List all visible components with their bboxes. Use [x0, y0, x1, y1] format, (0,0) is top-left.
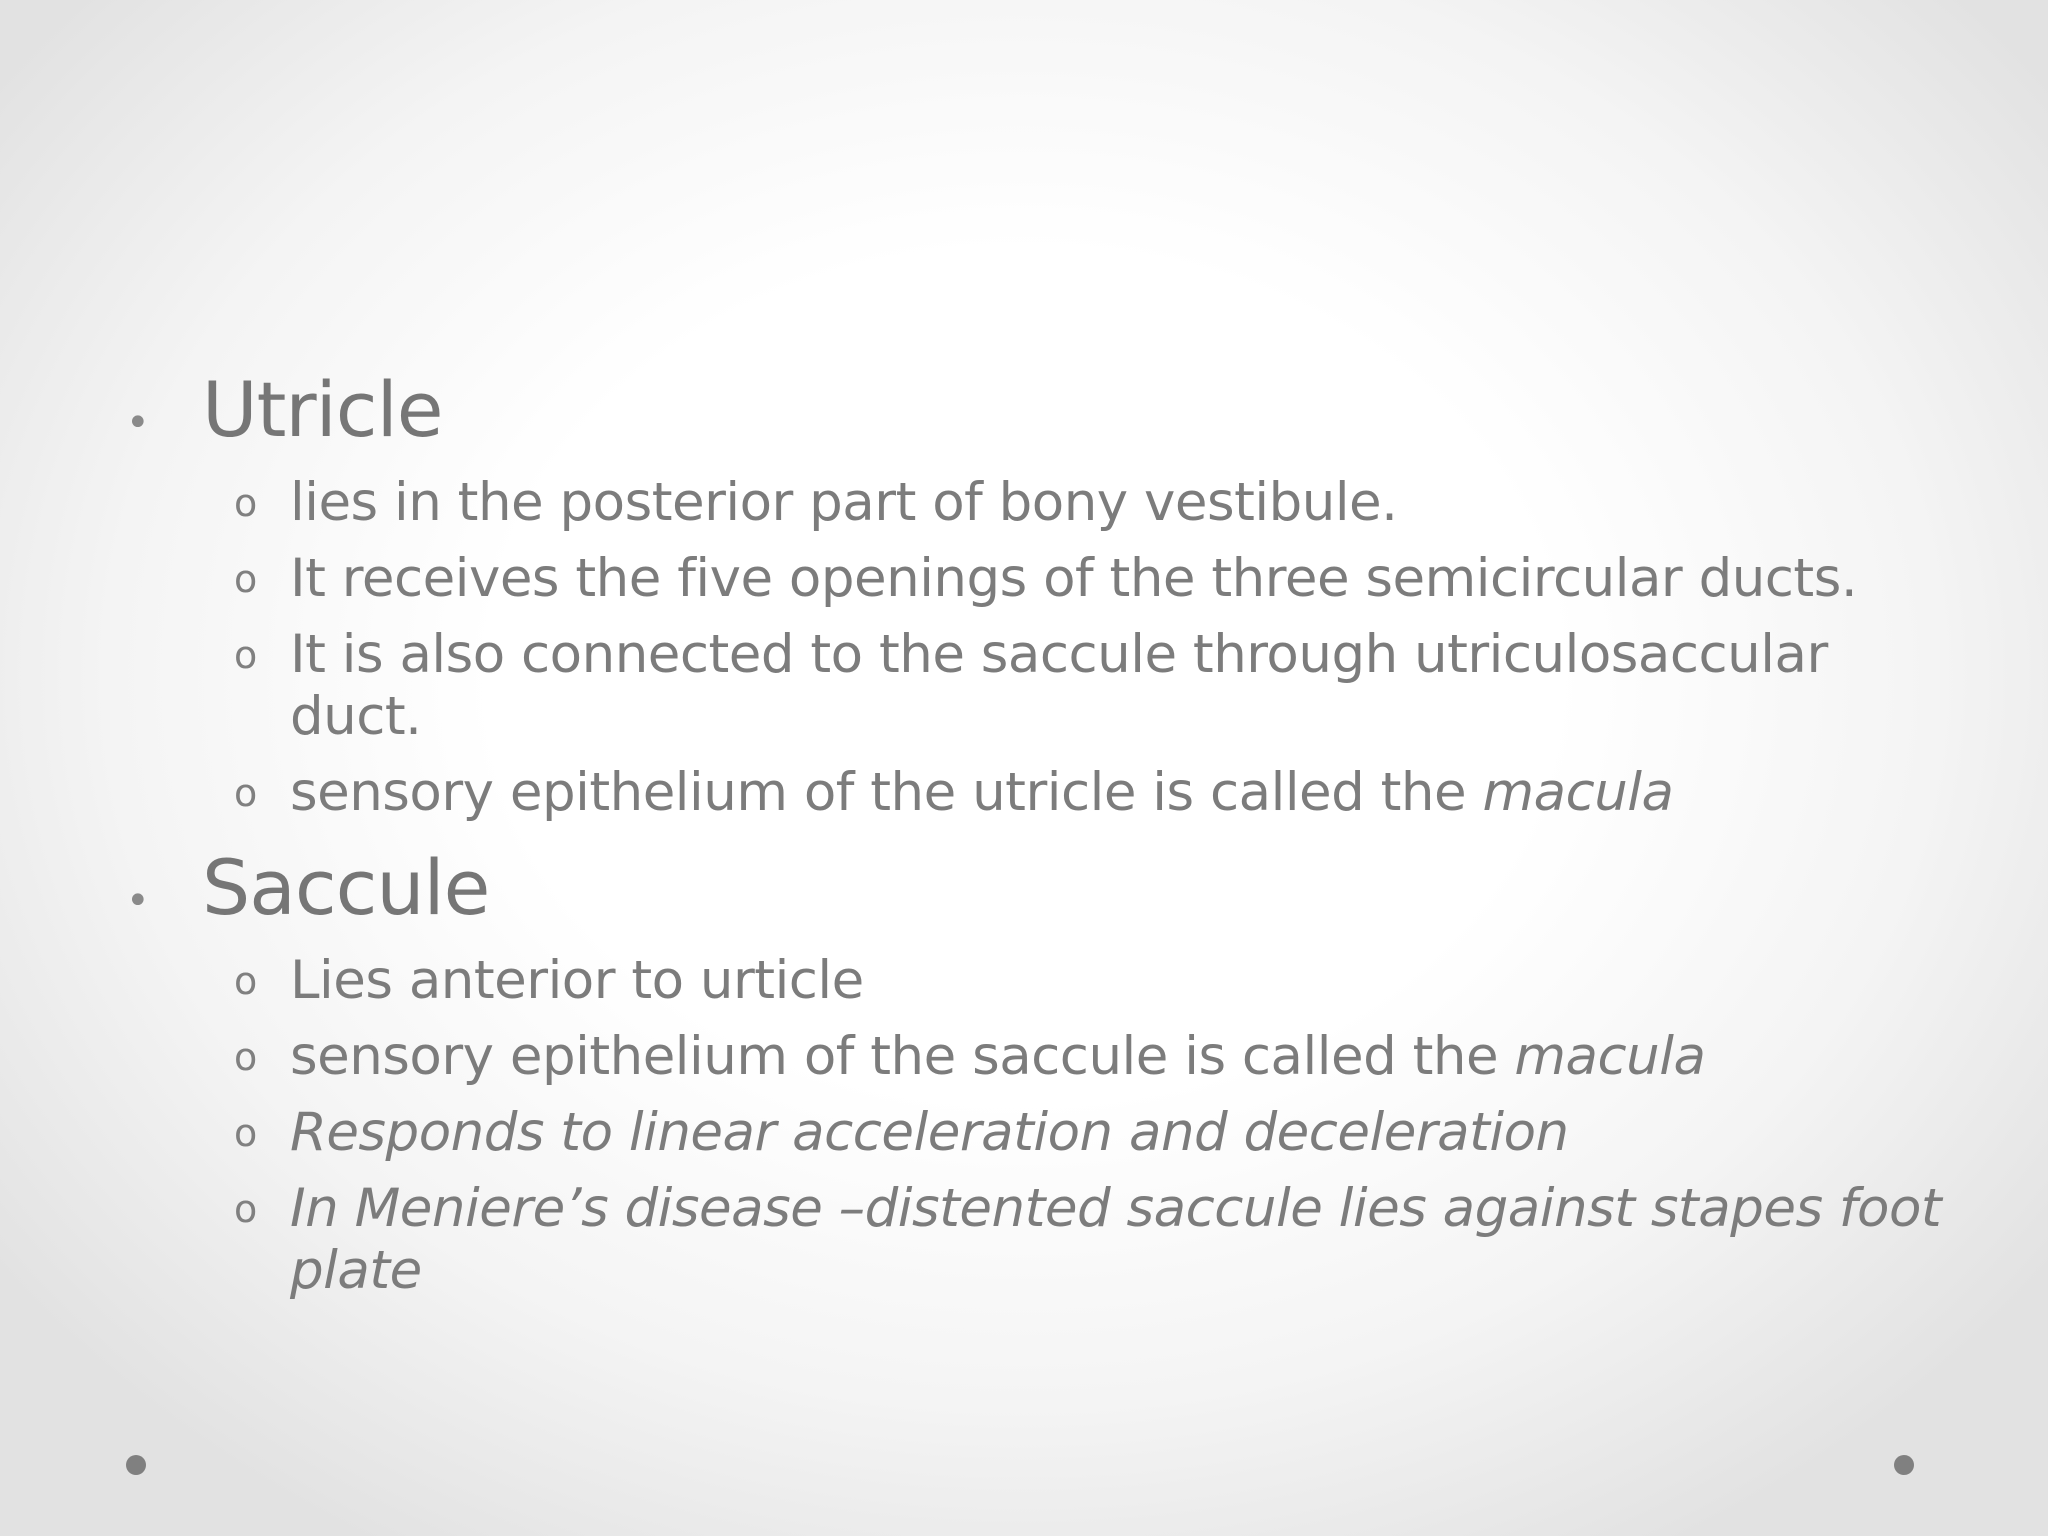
bullet-icon: • [126, 400, 150, 446]
list-item [226, 950, 1948, 1012]
item-text: In Meniere’s disease –distented saccule lies against stapes foot plate [290, 1178, 1942, 1301]
emphasis-term: macula [1482, 762, 1674, 823]
slide-body [118, 362, 1948, 1302]
item-text: lies in the posterior part of bony vestibule. [290, 472, 1398, 533]
list-item [226, 548, 1948, 610]
section-utricle [118, 362, 1948, 824]
section-heading-row [118, 362, 1948, 458]
list-item [226, 1178, 1948, 1302]
item-text: It is also connected to the saccule through utriculosaccular duct. [290, 624, 1828, 747]
list-item [226, 624, 1948, 748]
circle-bullet-icon: o [234, 557, 258, 601]
emphasis-term: macula [1514, 1026, 1706, 1087]
footer-dot-right [1894, 1455, 1914, 1475]
circle-bullet-icon: o [234, 771, 258, 815]
footer-dot-left [126, 1455, 146, 1475]
circle-bullet-icon: o [234, 959, 258, 1003]
circle-bullet-icon: o [234, 481, 258, 525]
item-text: Responds to linear acceleration and deceleration [290, 1102, 1569, 1163]
circle-bullet-icon: o [234, 1187, 258, 1231]
section-heading: Saccule [202, 843, 490, 932]
item-text: Lies anterior to urticle [290, 950, 864, 1011]
circle-bullet-icon: o [234, 633, 258, 677]
section-heading-row [118, 840, 1948, 936]
bullet-icon: • [126, 878, 150, 924]
item-text: sensory epithelium of the saccule is called the macula [290, 1026, 1706, 1087]
item-text: sensory epithelium of the utricle is called the macula [290, 762, 1674, 823]
bullet-list [118, 950, 1948, 1302]
item-text: It receives the five openings of the three semicircular ducts. [290, 548, 1858, 609]
circle-bullet-icon: o [234, 1111, 258, 1155]
section-saccule [118, 840, 1948, 1302]
circle-bullet-icon: o [234, 1035, 258, 1079]
section-heading: Utricle [202, 365, 443, 454]
list-item [226, 1026, 1948, 1088]
list-item [226, 762, 1948, 824]
bullet-list [118, 472, 1948, 824]
list-item [226, 472, 1948, 534]
list-item [226, 1102, 1948, 1164]
